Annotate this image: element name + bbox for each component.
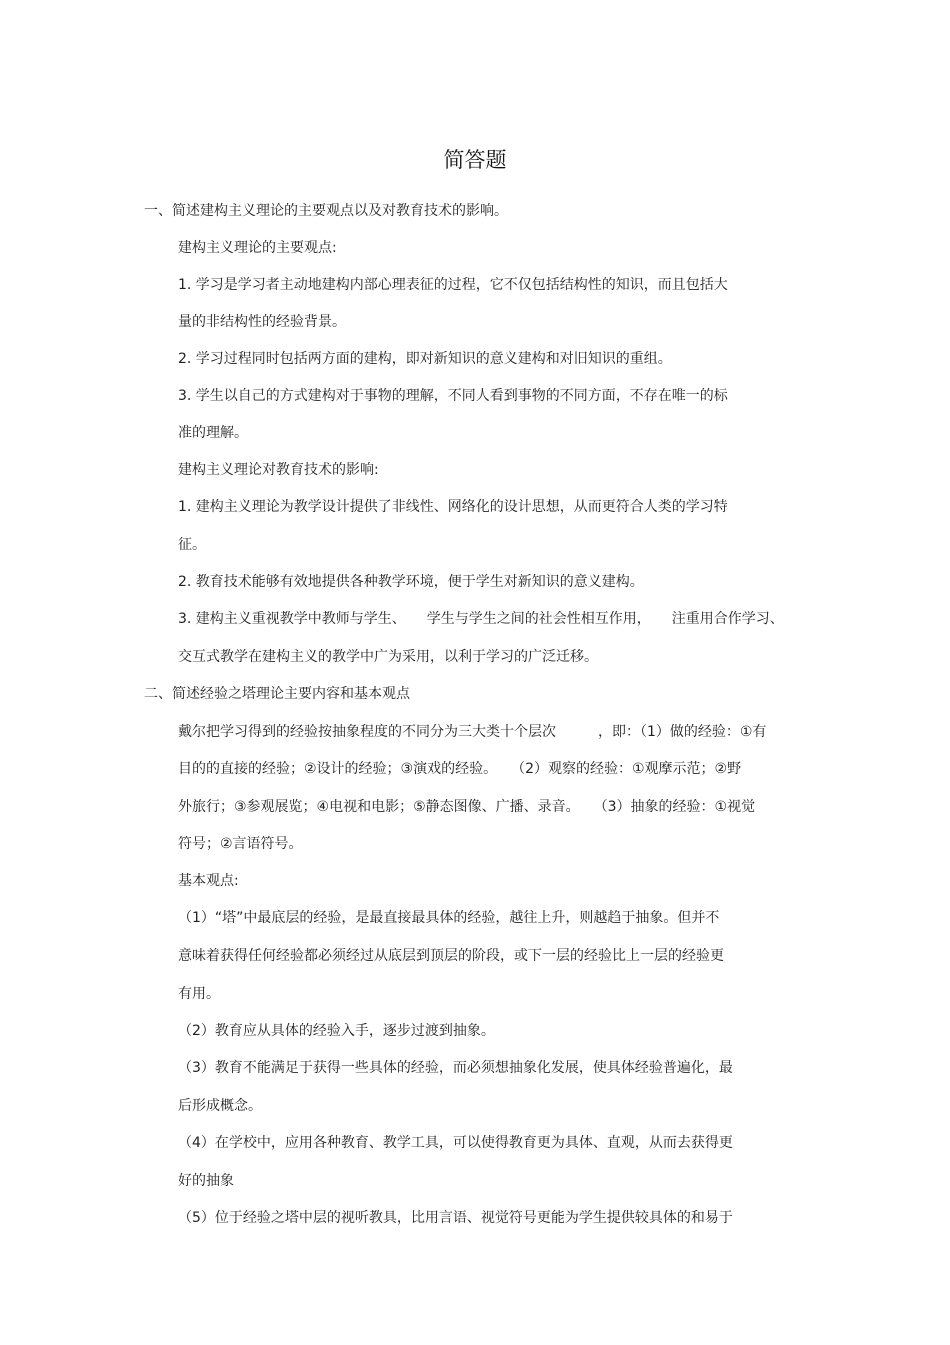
paragraph-line: （5）位于经验之塔中层的视听教具，比用言语、视觉符号更能为学生提供较具体的和易于: [178, 1210, 733, 1226]
paragraph-line: 1. 学习是学习者主动地建构内部心理表征的过程，它不仅包括结构性的知识，而且包括大: [178, 277, 728, 293]
section-subheading: 建构主义理论对教育技术的影响:: [178, 462, 379, 478]
paragraph-line: 后形成概念。: [178, 1098, 262, 1114]
paragraph-line: 2. 教育技术能够有效地提供各种教学环境，便于学生对新知识的意义建构。: [178, 574, 644, 590]
paragraph-line: 交互式教学在建构主义的教学中广为采用，以利于学习的广泛迁移。: [178, 649, 598, 665]
paragraph-line: 外旅行；③参观展览；④电视和电影；⑤静态图像、广播、录音。 （3）抽象的经验：①视觉: [178, 799, 756, 815]
page-title: 简答题: [443, 148, 507, 172]
paragraph-line: 好的抽象: [178, 1173, 234, 1189]
paragraph-line: （1）“塔”中最底层的经验，是最直接最具体的经验，越往上升，则越趋于抽象。但并不: [178, 910, 720, 926]
paragraph-line: 符号；②言语符号。: [178, 836, 303, 852]
paragraph-line: 目的的直接的经验；②设计的经验；③演戏的经验。 （2）观察的经验：①观摩示范；②野: [178, 761, 742, 777]
section-subheading: 建构主义理论的主要观点:: [178, 240, 337, 256]
paragraph-line: （2）教育应从具体的经验入手，逐步过渡到抽象。: [178, 1023, 495, 1039]
paragraph-line: 戴尔把学习得到的经验按抽象程度的不同分为三大类十个层次 ，即：（1）做的经验：①有: [178, 724, 767, 740]
paragraph-line: 征。: [178, 537, 206, 553]
paragraph-line: 量的非结构性的经验背景。: [178, 314, 346, 330]
paragraph-line: 3. 建构主义重视教学中教师与学生、 学生与学生之间的社会性相互作用， 注重用合作学习、: [178, 611, 784, 627]
paragraph-line: 意味着获得任何经验都必须经过从底层到顶层的阶段，或下一层的经验比上一层的经验更: [178, 948, 724, 964]
paragraph-line: 3. 学生以自己的方式建构对于事物的理解，不同人看到事物的不同方面，不存在唯一的标: [178, 388, 728, 404]
paragraph-line: 有用。: [178, 986, 220, 1002]
question-heading-1: 一、简述建构主义理论的主要观点以及对教育技术的影响。: [144, 203, 508, 219]
paragraph-line: （4）在学校中，应用各种教育、教学工具，可以使得教育更为具体、直观，从而去获得更: [178, 1135, 733, 1151]
paragraph-line: 2. 学习过程同时包括两方面的建构，即对新知识的意义建构和对旧知识的重组。: [178, 351, 672, 367]
paragraph-line: 准的理解。: [178, 425, 248, 441]
section-subheading: 基本观点:: [178, 873, 239, 889]
question-heading-2: 二、简述经验之塔理论主要内容和基本观点: [144, 686, 410, 702]
paragraph-line: （3）教育不能满足于获得一些具体的经验，而必须想抽象化发展，使具体经验普遍化，最: [178, 1060, 733, 1076]
paragraph-line: 1. 建构主义理论为教学设计提供了非线性、网络化的设计思想，从而更符合人类的学习特: [178, 499, 728, 515]
